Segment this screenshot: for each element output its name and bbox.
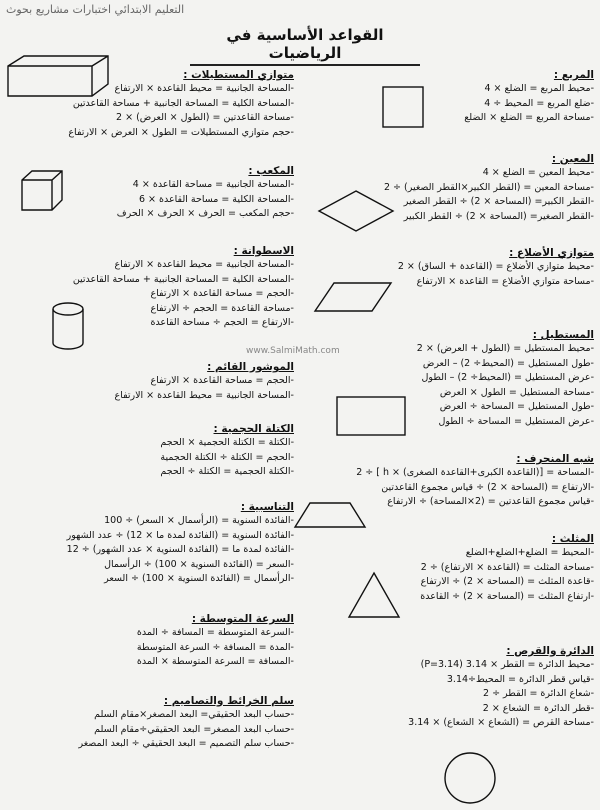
section-square [294, 68, 594, 126]
formula-line: -قطر الدائرة = الشعاع × 2 [482, 702, 594, 714]
formula-line: -حجم المكعب = الحرف × الحرف × الحرف [116, 208, 294, 220]
section-map-scale [4, 694, 294, 752]
formula-line: -ضلع المربع = المحيط ÷ 4 [484, 97, 594, 109]
formula-line: -الحجم = مساحة القاعدة × الارتفاع [150, 288, 294, 300]
section-title: الكتلة الحجمية : [213, 423, 294, 435]
formula-line: -حساب سلم التصميم = البعد الحقيقي ÷ البعد المصغر [78, 738, 294, 750]
formula-line: -الرأسمال = (الفائدة السنوية × 100) ÷ السعر [104, 573, 294, 585]
formula-line: -شعاع الدائرة = القطر ÷ 2 [483, 688, 594, 700]
formula-line: -الفائدة السنوية = (الرأسمال × السعر) ÷ 100 [104, 515, 294, 526]
formula-line: -الارتفاع = (المساحة × 2) ÷ قياس مجموع القاعدتين [381, 481, 594, 493]
section-title: متوازي الأضلاع : [509, 247, 594, 259]
formula-line: -المساحة الكلية = المساحة الجانبية + مساحة القاعدتين [72, 273, 294, 285]
formula-line: -مساحة القرص = (الشعاع × الشعاع) × 3.14 [408, 717, 594, 729]
section-title: الاسطوانة : [233, 245, 294, 257]
section-title: التناسبية : [240, 501, 294, 513]
section-title: المثلث : [551, 533, 594, 545]
section-title: سلم الخرائط والتصاميم : [163, 695, 294, 707]
formula-line: -ارتفاع المثلث = (المساحة × 2) ÷ القاعدة [420, 590, 594, 602]
formula-line: -مساحة المربع = الضلع × الضلع [464, 112, 594, 124]
section-speed [4, 612, 294, 670]
formula-line: -القطر الصغير= (المساحة × 2) ÷ القطر الكبير [403, 210, 594, 222]
formula-line: -محيط المعين = الضلع × 4 [482, 167, 594, 178]
parallelogram-shape [312, 280, 394, 314]
formula-line: -الكتلة = الكتلة الحجمية × الحجم [160, 437, 294, 448]
formula-line: -مساحة القاعدة = الحجم ÷ الارتفاع [150, 302, 294, 314]
formula-line: -مساحة متوازي الأضلاع = القاعدة × الارتفاع [416, 275, 594, 287]
formula-line: -مساحة المثلث = (القاعدة × الارتفاع) ÷ 2 [420, 561, 594, 573]
formula-line: -الفائدة السنوية = (الفائدة لمدة ما × 12) ÷ عدد الشهور [66, 529, 294, 541]
formula-line: -السرعة المتوسطة = المسافة ÷ المدة [136, 627, 294, 638]
section-title: الموشور القائم : [207, 361, 294, 373]
formula-line: -الفائدة لمدة ما = (الفائدة السنوية × عدد الشهور) ÷ 12 [66, 544, 294, 556]
formula-line: -حساب البعد الحقيقي= البعد المصغر×مقام السلم [94, 709, 294, 720]
formula-line: -مساحة المستطيل = الطول × العرض [439, 386, 594, 398]
section-title: المستطيل : [532, 329, 594, 341]
formula-line: -قياس قطر الدائرة = المحيط÷3.14 [446, 673, 594, 685]
formula-line: -المحيط = الضلع+الضلع+الضلع [465, 547, 594, 558]
formula-line: -مساحة القاعدتين = (الطول × العرض) × 2 [116, 112, 294, 124]
formula-line: -المساحة الكلية = المساحة الجانبية + مساحة القاعدتين [72, 97, 294, 109]
formula-line: -حساب البعد المصغر= البعد الحقيقي÷مقام السلم [94, 723, 294, 735]
formula-line: -المساحة الكلية = مساحة القاعدة × 6 [138, 193, 294, 205]
section-circle [294, 644, 594, 731]
formula-line: -طول المستطيل = (المحيط÷ 2) – العرض [422, 357, 594, 369]
watermark-text: التعليم الابتدائي اختبارات مشاريع بحوث [6, 3, 185, 16]
formula-line: -عرض المستطيل = المساحة ÷ الطول [438, 415, 594, 427]
formula-line: -السعر = (الفائدة السنوية × 100) ÷ الرأسمال [104, 558, 294, 570]
formula-line: -محيط الدائرة = القطر × 3.14 (P=3.14) [420, 659, 594, 670]
formula-line: -الارتفاع = الحجم ÷ مساحة القاعدة [150, 317, 294, 329]
left-column [4, 0, 294, 810]
cylinder-shape [50, 300, 86, 352]
formula-line: -الكتلة الحجمية = الكتلة ÷ الحجم [160, 466, 294, 478]
site-watermark: www.SalmiMath.com [246, 346, 340, 356]
formula-line: -المساحة الجانبية = محيط القاعدة × الارتفاع [114, 83, 294, 94]
section-title: المعين : [551, 153, 594, 165]
circle-shape [442, 750, 498, 806]
section-title: الدائرة والقرص : [506, 645, 594, 657]
section-title: المربع : [553, 69, 594, 81]
formula-line: -المساحة = [(القاعدة الكبرى+القاعدة الصغرى) × h ] ÷ 2 [356, 467, 594, 478]
formula-line: -المساحة الجانبية = محيط القاعدة × الارتفاع [114, 389, 294, 401]
square-shape [380, 84, 426, 130]
triangle-shape [346, 570, 402, 620]
trapezoid-shape [292, 500, 368, 530]
formula-line: -المساحة الجانبية = محيط القاعدة × الارتفاع [114, 259, 294, 270]
formula-line: -المساحة الجانبية = مساحة القاعدة × 4 [132, 179, 294, 190]
formula-line: -المسافة = السرعة المتوسطة × المدة [136, 656, 294, 668]
formula-line: -الحجم = الكتلة ÷ الكتلة الحجمية [160, 451, 294, 463]
section-triangle [294, 532, 594, 604]
cube-shape [18, 168, 66, 214]
section-proportion [4, 500, 294, 587]
formula-line: -عرض المستطيل = (المحيط÷ 2) – الطول [421, 372, 594, 384]
formula-line: -المدة = المسافة ÷ السرعة المتوسطة [136, 641, 294, 653]
formula-line: -الحجم = مساحة القاعدة × الارتفاع [150, 375, 294, 386]
formula-line: -القطر الكبير= (المساحة × 2) ÷ القطر الصغير [403, 196, 594, 208]
formula-line: -محيط متوازي الأضلاع = (القاعدة + الساق) × 2 [397, 261, 594, 272]
cuboid-shape [4, 52, 114, 100]
formula-line: -قياس مجموع القاعدتين = (2×المساحة) ÷ الارتفاع [387, 496, 594, 508]
section-prism [4, 360, 294, 403]
formula-line: -قاعدة المثلث = (المساحة × 2) ÷ الارتفاع [420, 576, 594, 588]
page-title: القواعد الأساسية في الرياضيات [190, 26, 420, 66]
section-title: السرعة المتوسطة : [191, 613, 294, 625]
formula-line: -مساحة المعين = (القطر الكبير×القطر الصغير) ÷ 2 [383, 181, 594, 193]
formula-line: -محيط المربع = الضلع × 4 [484, 83, 594, 94]
rhombus-shape [316, 188, 396, 234]
section-density [4, 422, 294, 480]
rectangle-shape [334, 394, 408, 438]
section-title: شبه المنحرف : [516, 453, 594, 465]
formula-line: -محيط المستطيل = (الطول + العرض) × 2 [416, 343, 594, 354]
section-cylinder [4, 244, 294, 331]
formula-line: -حجم متوازي المستطيلات = الطول × العرض × الارتفاع [68, 126, 294, 138]
formula-line: -طول المستطيل = المساحة ÷ العرض [439, 401, 594, 413]
section-title: المكعب : [248, 165, 294, 177]
section-title: متوازي المستطيلات : [183, 69, 294, 81]
